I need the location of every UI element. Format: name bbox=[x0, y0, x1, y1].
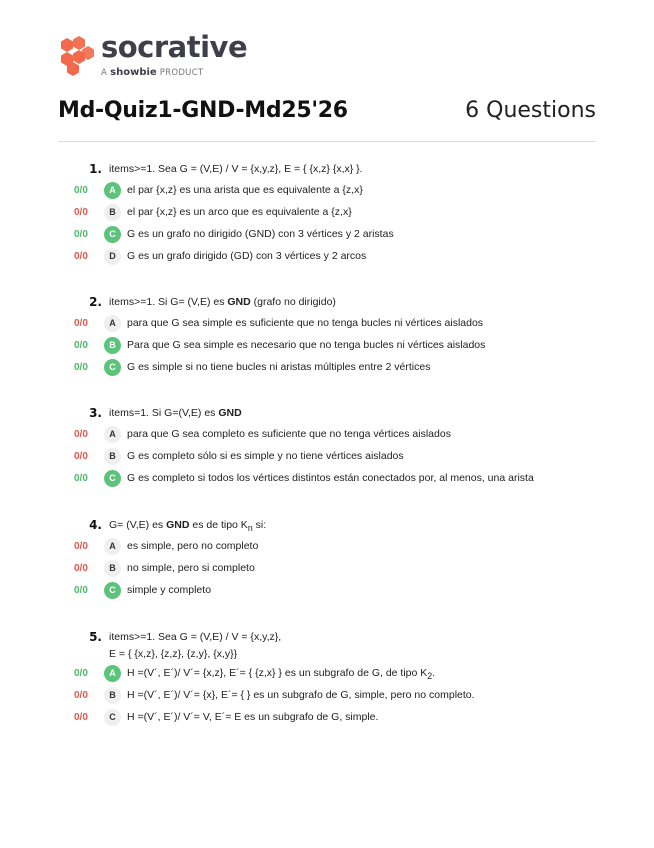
question-number: 3. bbox=[89, 406, 102, 420]
answer-score: 0/0 bbox=[74, 251, 88, 262]
question-4 bbox=[74, 516, 614, 602]
answer-row bbox=[74, 335, 614, 357]
question-2 bbox=[74, 293, 614, 379]
answer-score: 0/0 bbox=[74, 207, 88, 218]
answer-text: simple y completo bbox=[127, 584, 212, 596]
answer-row bbox=[74, 707, 614, 729]
question-3 bbox=[74, 404, 614, 490]
answer-text: el par {x,z} es una arista que es equivalente a {z,x} bbox=[127, 184, 363, 196]
answer-letter-badge: C bbox=[104, 709, 121, 726]
answer-text: H =(V´, E´)/ V´= V, E´= E es un subgrafo de G, simple. bbox=[127, 711, 379, 723]
answer-letter-badge: B bbox=[104, 687, 121, 704]
answer-text: H =(V´, E´)/ V´= {x,z}, E´= { {z,x} } es un subgrafo de G, de tipo $K_2$. bbox=[127, 667, 436, 682]
question-number: 1. bbox=[89, 162, 102, 176]
socrative-hexagon-logo-icon bbox=[58, 36, 94, 76]
question-number: 2. bbox=[89, 295, 102, 309]
answer-text: es simple, pero no completo bbox=[127, 540, 259, 552]
answer-row bbox=[74, 558, 614, 580]
answer-letter-badge: A bbox=[104, 538, 121, 555]
question-text-line2: E = { {x,z}, {z,z}, {z,y}, {x,y}} bbox=[109, 648, 238, 660]
answer-letter-badge: C bbox=[104, 226, 121, 243]
question-text: items>=1. Sea G = (V,E) / V = {x,y,z}, E = { {x,z} {x,x} }. bbox=[109, 163, 363, 175]
answer-score: 0/0 bbox=[74, 585, 88, 596]
answer-row bbox=[74, 468, 614, 490]
answer-row bbox=[74, 424, 614, 446]
answer-score: 0/0 bbox=[74, 429, 88, 440]
answer-letter-badge: B bbox=[104, 448, 121, 465]
question-1 bbox=[74, 160, 614, 268]
answer-text: para que G sea completo es suficiente que no tenga vértices aislados bbox=[127, 428, 451, 440]
answer-letter-badge: C bbox=[104, 582, 121, 599]
answer-letter-badge: D bbox=[104, 248, 121, 265]
answer-text: el par {x,z} es un arco que es equivalente a {z,x} bbox=[127, 206, 352, 218]
question-number: 5. bbox=[89, 630, 102, 644]
answer-letter-badge: A bbox=[104, 315, 121, 332]
question-text: G= (V,E) es GND es de tipo $K_n$ si: bbox=[109, 519, 267, 534]
answer-row bbox=[74, 180, 614, 202]
answer-row bbox=[74, 313, 614, 335]
quiz-title: Md-Quiz1-GND-Md25'26 bbox=[58, 98, 348, 123]
question-text: items>=1. Sea G = (V,E) / V = {x,y,z}, bbox=[109, 631, 282, 643]
answer-row bbox=[74, 536, 614, 558]
answer-score: 0/0 bbox=[74, 563, 88, 574]
answer-score: 0/0 bbox=[74, 362, 88, 373]
answer-letter-badge: A bbox=[104, 426, 121, 443]
answer-score: 0/0 bbox=[74, 668, 88, 679]
tagline-suffix: PRODUCT bbox=[159, 68, 204, 78]
question-5 bbox=[74, 628, 614, 729]
answer-row bbox=[74, 357, 614, 379]
answer-score: 0/0 bbox=[74, 690, 88, 701]
answer-score: 0/0 bbox=[74, 473, 88, 484]
tagline-brand: showbie bbox=[110, 67, 157, 78]
answer-letter-badge: B bbox=[104, 560, 121, 577]
answer-text: no simple, pero si completo bbox=[127, 562, 255, 574]
question-text: items=1. Si G=(V,E) es GND bbox=[109, 407, 242, 419]
question-text: items>=1. Si G= (V,E) es GND (grafo no dirigido) bbox=[109, 296, 336, 308]
answer-letter-badge: C bbox=[104, 359, 121, 376]
answer-score: 0/0 bbox=[74, 185, 88, 196]
answer-score: 0/0 bbox=[74, 541, 88, 552]
answer-text: G es simple si no tiene bucles ni aristas múltiples entre 2 vértices bbox=[127, 361, 431, 373]
quiz-header bbox=[58, 96, 596, 132]
answer-row bbox=[74, 446, 614, 468]
answer-row bbox=[74, 663, 614, 685]
brand-tagline bbox=[101, 67, 203, 78]
question-number: 4. bbox=[89, 518, 102, 532]
answer-score: 0/0 bbox=[74, 229, 88, 240]
answer-letter-badge: C bbox=[104, 470, 121, 487]
answer-score: 0/0 bbox=[74, 451, 88, 462]
answer-row bbox=[74, 246, 614, 268]
answer-text: H =(V´, E´)/ V´= {x}, E´= { } es un subgrafo de G, simple, pero no completo. bbox=[127, 689, 475, 701]
answer-letter-badge: B bbox=[104, 337, 121, 354]
answer-row bbox=[74, 202, 614, 224]
answer-text: Para que G sea simple es necesario que no tenga bucles ni vértices aislados bbox=[127, 339, 486, 351]
question-count: 6 Questions bbox=[465, 98, 596, 123]
answer-row bbox=[74, 580, 614, 602]
header-divider bbox=[58, 141, 596, 142]
tagline-prefix: A bbox=[101, 68, 108, 78]
answer-score: 0/0 bbox=[74, 318, 88, 329]
answer-text: G es un grafo no dirigido (GND) con 3 vértices y 2 aristas bbox=[127, 228, 394, 240]
answer-letter-badge: A bbox=[104, 182, 121, 199]
brand-name: socrative bbox=[101, 30, 248, 64]
answer-score: 0/0 bbox=[74, 712, 88, 723]
answer-row bbox=[74, 224, 614, 246]
answer-score: 0/0 bbox=[74, 340, 88, 351]
answer-letter-badge: B bbox=[104, 204, 121, 221]
answer-text: para que G sea simple es suficiente que no tenga bucles ni vértices aislados bbox=[127, 317, 484, 329]
answer-text: G es completo sólo si es simple y no tiene vértices aislados bbox=[127, 450, 404, 462]
answer-row bbox=[74, 685, 614, 707]
answer-text: G es completo si todos los vértices distintos están conectados por, al menos, una arista bbox=[127, 472, 534, 484]
answer-letter-badge: A bbox=[104, 665, 121, 682]
answer-text: G es un grafo dirigido (GD) con 3 vértices y 2 arcos bbox=[127, 250, 367, 262]
